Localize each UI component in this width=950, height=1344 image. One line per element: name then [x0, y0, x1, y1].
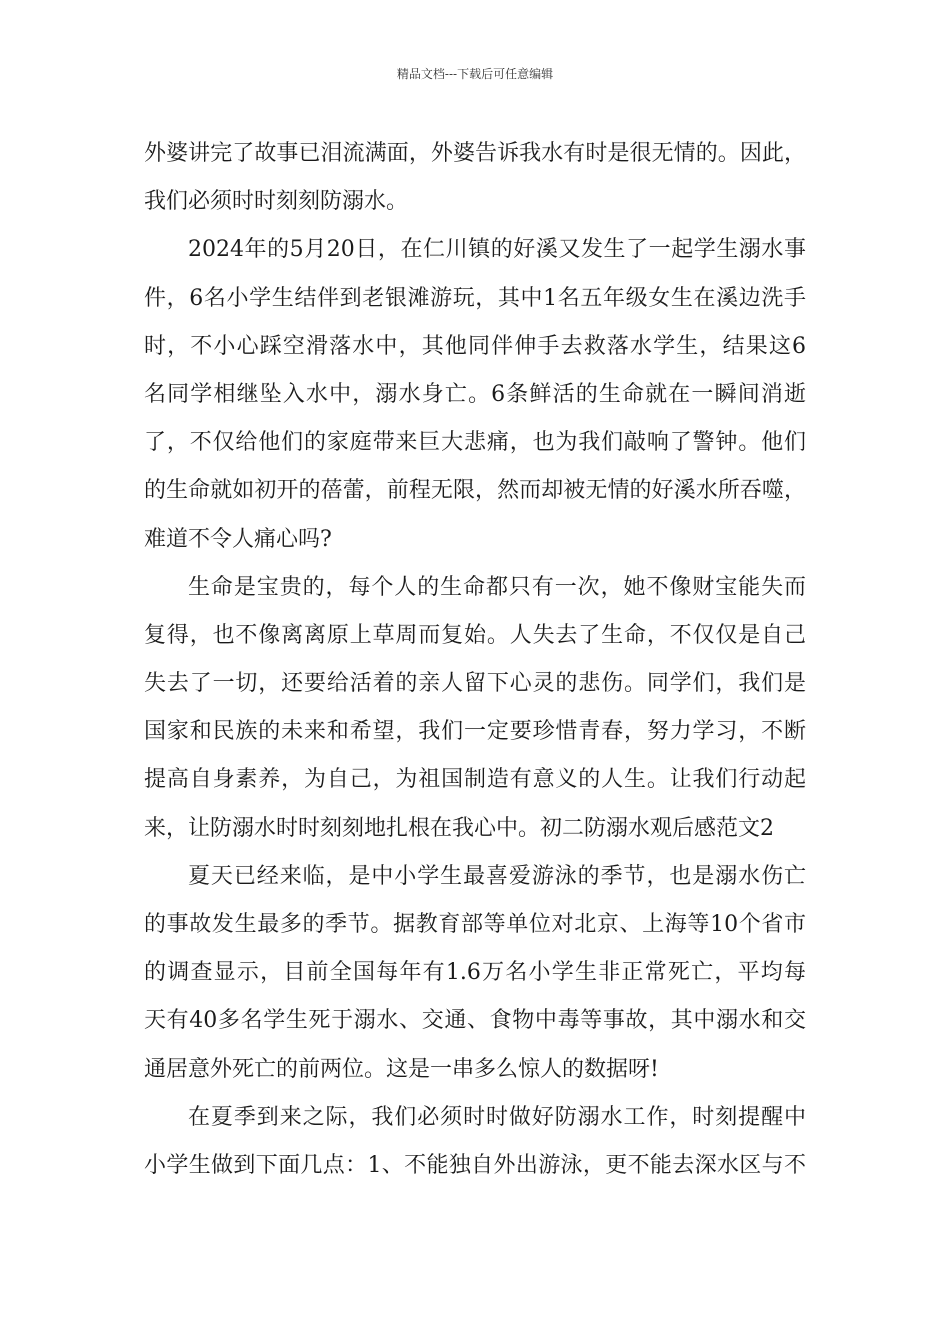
text-line: 名同学相继坠入水中，溺水身亡。6条鲜活的生命就在一瞬间消逝	[144, 381, 806, 407]
text-line: 失去了一切，还要给活着的亲人留下心灵的悲伤。同学们，我们是	[144, 671, 806, 697]
text-line: 件，6名小学生结伴到老银滩游玩，其中1名五年级女生在溪边洗手	[144, 285, 806, 311]
text-line: 在夏季到来之际，我们必须时时做好防溺水工作，时刻提醒中	[188, 1104, 806, 1130]
body-text	[144, 130, 806, 1190]
page-header: 精品文档---下载后可任意编辑	[396, 67, 554, 81]
text-line: 时，不小心踩空滑落水中，其他同伴伸手去救落水学生，结果这6	[144, 333, 806, 359]
text-line: 的调查显示，目前全国每年有1.6万名小学生非正常死亡，平均每	[144, 960, 806, 986]
text-line: 的生命就如初开的蓓蕾，前程无限，然而却被无情的好溪水所吞噬，	[144, 478, 806, 504]
text-line: 外婆讲完了故事已泪流满面，外婆告诉我水有时是很无情的。因此，	[144, 141, 806, 166]
text-line: 来，让防溺水时时刻刻地扎根在我心中。初二防溺水观后感范文2	[144, 815, 774, 841]
text-line: 复得，也不像离离原上草周而复始。人失去了生命，不仅仅是自己	[144, 622, 806, 648]
text-line: 天有40多名学生死于溺水、交通、食物中毒等事故，其中溺水和交	[144, 1008, 806, 1034]
text-line: 国家和民族的未来和希望，我们一定要珍惜青春，努力学习，不断	[144, 719, 806, 745]
text-line: 难道不令人痛心吗?	[144, 526, 332, 552]
text-line: 的事故发生最多的季节。据教育部等单位对北京、上海等10个省市	[144, 912, 806, 937]
text-line: 提高自身素养，为自己，为祖国制造有意义的人生。让我们行动起	[144, 767, 806, 793]
text-line: 了，不仅给他们的家庭带来巨大悲痛，也为我们敲响了警钟。他们	[144, 430, 806, 456]
text-line: 通居意外死亡的前两位。这是一串多么惊人的数据呀!	[144, 1056, 659, 1082]
text-line: 夏天已经来临，是中小学生最喜爱游泳的季节，也是溺水伤亡	[188, 863, 806, 889]
text-line: 2024年的5月20日，在仁川镇的好溪又发生了一起学生溺水事	[188, 237, 806, 263]
text-line: 生命是宝贵的，每个人的生命都只有一次，她不像财宝能失而	[188, 574, 806, 600]
text-line: 我们必须时时刻刻防溺水。	[144, 189, 409, 215]
text-line: 小学生做到下面几点：1、不能独自外出游泳，更不能去深水区与不	[144, 1152, 806, 1178]
